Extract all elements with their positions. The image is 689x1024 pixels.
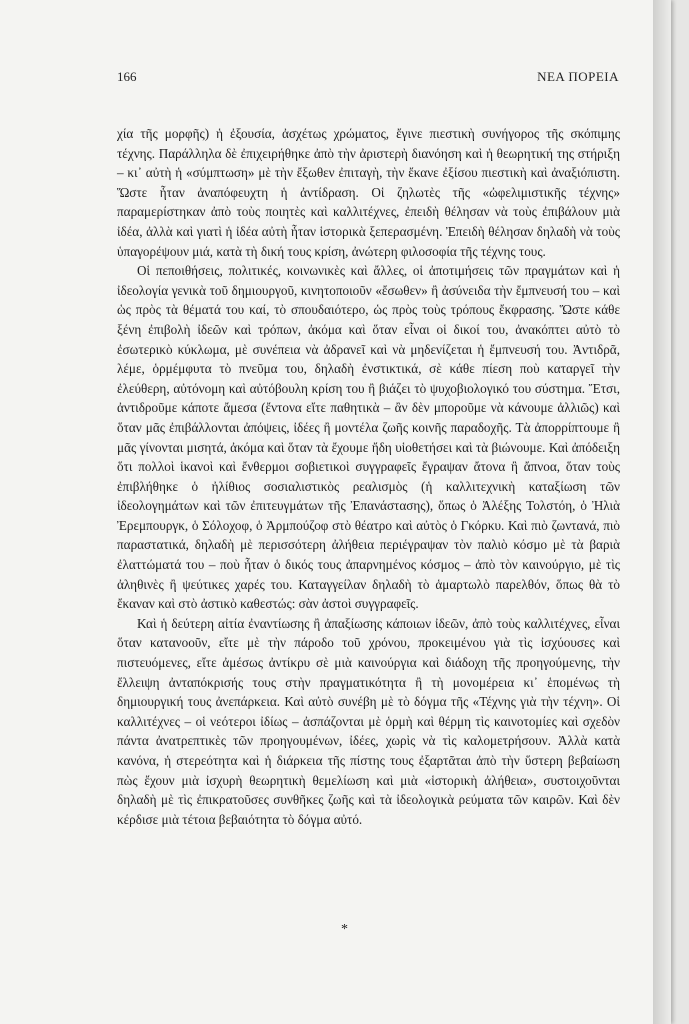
- body-text: [117, 124, 620, 829]
- paragraph: χία τῆς μορφῆς) ἡ ἐξουσία, ἀσχέτως χρώματος, ἔγινε πιεστικὴ συνήγορος τῆς σκόπιμης τέχνης. Παράλληλα δὲ ἐπιχειρήθηκε ἀπὸ τὴν ἀριστερὴ διανόηση καὶ ἡ θεωρητική της στήριξη – κι᾿ αὐτὴ ἡ «σύμπτωση» μὲ τὴν ἔξωθεν ἐπιταγὴ, τὴν ἔκανε ἐξίσου πιεστικὴ καὶ ἀναξιόπιστη. Ὥστε ἦταν ἀναπόφευχτη ἡ ἀντίδραση. Οἱ ζηλωτὲς τῆς «ὠφελιμιστικῆς τέχνης» παραμερίστηκαν ἀπὸ τοὺς ποιητὲς καὶ καλλιτέχνες, ἐπειδὴ θέλησαν νὰ τοὺς ἐπιβάλουν μιὰ ἰδέα, ἀλλὰ καὶ γιατὶ ἡ ἰδέα αὐτὴ ἦταν ἱστορικὰ ξεπερασμένη. Ἐπειδὴ θέλησαν δηλαδὴ νὰ τοὺς ὑπαγορέψουν μιά, κατὰ τὴ δική τους κρίση, ἀνώτερη φιλοσοφία τῆς τέχνης τους.: [117, 126, 620, 259]
- page-number: 166: [117, 69, 137, 84]
- running-head: ΝΕΑ ΠΟΡΕΙΑ: [537, 69, 619, 84]
- section-break-asterisk: *: [341, 922, 348, 937]
- paragraph: Καὶ ἡ δεύτερη αἰτία ἐναντίωσης ἢ ἀπαξίωσης κάποιων ἰδεῶν, ἀπὸ τοὺς καλλιτέχνες, εἶναι ὅταν κατανοοῦν, εἴτε μὲ τὴν πάροδο τοῦ χρόνου, προκειμένου γιὰ τὶς ἰσχύουσες καὶ πιστευόμενες, εἴτε ἀμέσως ἀντίκρυ σὲ μιὰ καινούργια καὶ διάδοχη τῆς προηγούμενης, τὴν ἔλλειψη ἀνταπόκρισής τους στὴν πραγματικότητα ἢ τὴ μονομέρεια κι᾿ ἑπομένως τὴ δημιουργική τους ἀνεπάρκεια. Καὶ αὐτὸ συνέβη μὲ τὸ δόγμα τῆς «Τέχνης γιὰ τὴν τέχνη». Οἱ καλλιτέχνες – οἱ νεότεροι ἰδίως – ἀσπάζονται μὲ ὁρμὴ καὶ θέρμη τὶς καινοτομίες καὶ σχεδὸν πάντα ἀνατρεπτικὲς τῶν προηγουμένων, ἰδέες, χωρὶς νὰ τὶς καλομετρήσουν. Ἀλλὰ κατὰ κανόνα, ἡ στερεότητα καὶ ἡ διάρκεια τῆς πίστης τους ἐξαρτᾶται ἀπὸ τὴν ὕστερη βεβαίωση πὼς ἔχουν μιὰ ἰσχυρὴ θεωρητικὴ θεμελίωση καὶ μιὰ «ἱστορικὴ ἀλήθεια», συστοιχοῦνται δηλαδὴ μὲ τὶς ἐπικρατοῦσες συνθῆκες ζωῆς καὶ τὰ ἰδεολογικὰ ρεύματα τῶν καιρῶν. Καὶ δὲν κέρδισε μιὰ τέτοια βεβαιότητα τὸ δόγμα αὐτό.: [117, 615, 620, 827]
- paragraph: Οἱ πεποιθήσεις, πολιτικές, κοινωνικὲς καὶ ἄλλες, οἱ ἀποτιμήσεις τῶν πραγμάτων καὶ ἡ ἰδεολογία γενικὰ τοῦ δημιουργοῦ, κινητοποιοῦν «ἔσωθεν» ἢ ἀσύνειδα τὴν ἔμπνευσή του – καὶ ὡς πρὸς τὰ θέματά του καί, τὸ σπουδαιότερο, ὡς πρὸς τοὺς τρόπους ἔκφρασης. Ὥστε κάθε ξένη ἐπιβολὴ ἰδεῶν καὶ τρόπων, ἀκόμα καὶ ὅταν εἶναι οἱ δικοί του, ἀνακόπτει αὐτὸ τὸ ἐσωτερικὸ κύκλωμα, μὲ συνέπεια νὰ ἀδρανεῖ καὶ νὰ μηδενίζεται ἡ ἔμπνευσή του. Ἀντιδρᾶ, λέμε, ὁρμέμφυτα τὸ πνεῦμα του, δηλαδὴ ἐνστικτικά, σὲ κάθε πίεση ποὺ καταργεῖ τὴν ἐλεύθερη, αὐτόνομη καὶ αὐτόβουλη κρίση του ἢ βιάζει τὸ ψυχοβιολογικό του σύστημα. Ἔτσι, ἀντιδροῦμε κάποτε ἄμεσα (ἔντονα εἴτε παθητικὰ – ἂν δὲν μποροῦμε νὰ κάνουμε ἀλλιῶς) καὶ ὅταν μᾶς ἐπιβάλλονται ἀπόψεις, ἰδέες ἢ μοντέλα ζωῆς κοινῆς παραδοχῆς. Τὰ ἀπορρίπτουμε ἢ μᾶς γίνονται μισητά, ἀκόμα καὶ ὅταν τὰ ἔχουμε ἤδη υἱοθετήσει καὶ τὰ βιώνουμε. Καὶ ἀπόδειξη ὅτι πολλοὶ ἱκανοὶ καὶ ἔνθερμοι σοβιετικοὶ συγγραφεῖς ἔγραψαν ἄτονα ἢ ἄπνοα, ὅταν τοὺς ἐπιβλήθηκε ὁ ἠλίθιος σοσιαλιστικὸς ρεαλισμὸς (ἡ καλλιτεχνικὴ καταξίωση τῶν ἰδεολογημάτων καὶ τῶν ἐπιτευγμάτων τῆς Ἐπανάστασης), ὅπως ὁ Ἀλέξης Τολστόη, ὁ Ἠλιὰ Ἐρεμπουργκ, ὁ Σόλοχοφ, ὁ Ἀρμπούζοφ στὸ θέατρο καὶ αὐτὸς ὁ Γκόρκυ. Καὶ πιὸ ζωντανά, πιὸ παραστατικά, δηλαδὴ μὲ περισσότερη ἀλήθεια περιέγραψαν τὸν παλιὸ κόσμο μὲ τὰ βαριὰ ἐλαττώματά του – ποὺ ἦταν ὁ δικός τους ἀπαρνημένος κόσμος – ἀπὸ τὸν καινούργιο, μὲ τὶς ἀληθινὲς ἢ ψεύτικες χαρές του. Καταγγείλαν δηλαδὴ τὸ ἁμαρτωλὸ παρελθόν, ὅπως θὰ τὸ ἔκαναν καὶ στὸ ἀστικὸ καθεστώς: σὰν ἀστοὶ συγγραφεῖς.: [117, 263, 620, 612]
- page-edge: [653, 0, 671, 1024]
